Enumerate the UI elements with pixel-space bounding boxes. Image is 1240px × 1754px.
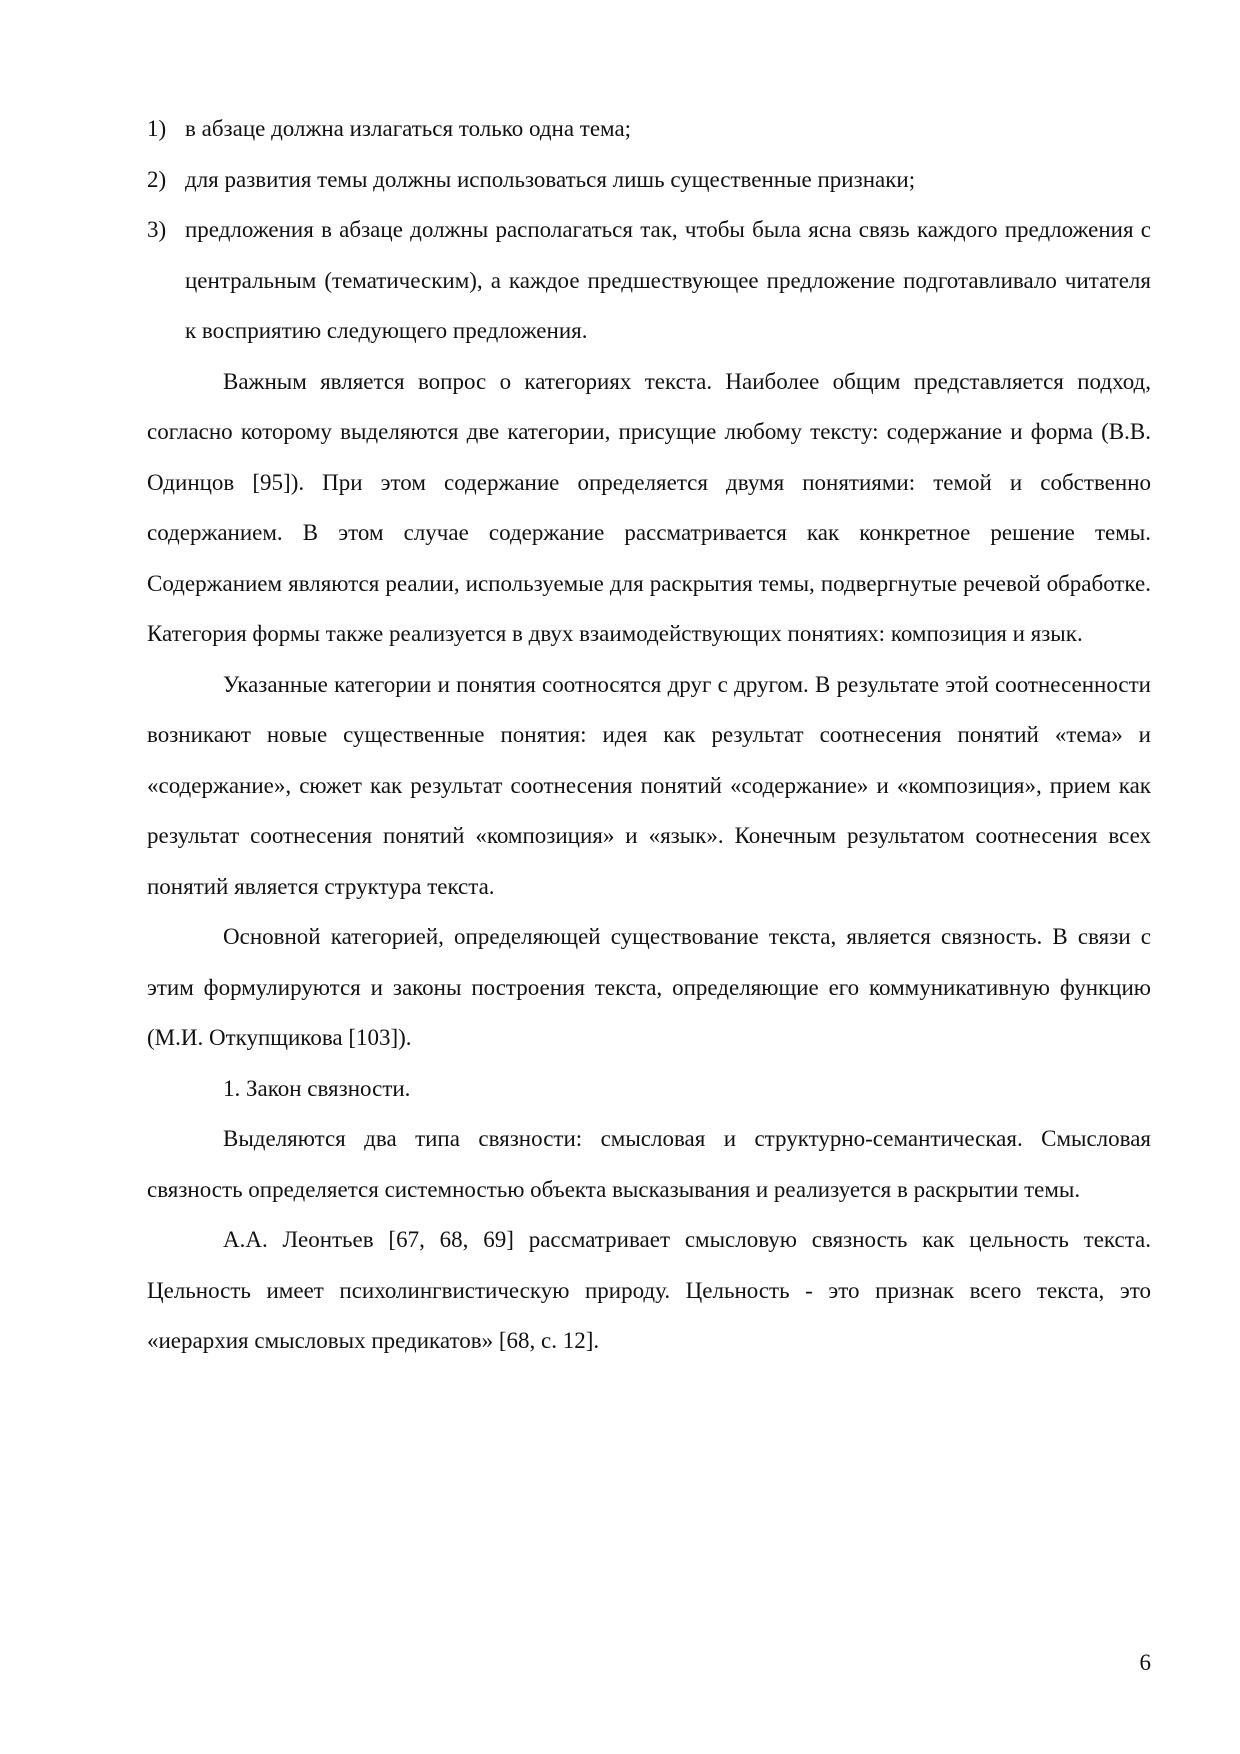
list-item-number: 2) [147,166,167,192]
paragraph-coherence-types: Выделяются два типа связности: смысловая и структурно-семантическая. Смысловая связность определяется системностью объекта высказывания и реализуется в раскрытии темы. [147,1126,1151,1202]
list-item-text: предложения в абзаце должны располагаться так, чтобы была ясна связь каждого предложения с центральным (тематическим), а каждое предшествующее предложение подготавливало читателя к восприятию следующего предложения. [185,217,1151,343]
list-item [147,104,1151,155]
list-item [147,205,1151,357]
list-item-number: 1) [147,116,167,141]
page-number: 6 [1139,1650,1151,1675]
section-heading-coherence-law: 1. Закон связности. [223,1075,411,1101]
requirements-list [147,104,1151,357]
list-item-text: в абзаце должна излагаться только одна тема; [185,116,632,141]
list-item-number: 3) [147,217,167,242]
list-item-text: для развития темы должны использоваться лишь существенные признаки; [185,166,916,192]
paragraph-leontiev: А.А. Леонтьев [67, 68, 69] рассматривает смысловую связность как цельность текста. Цельность имеет психолингвистическую природу. Цельность - это признак всего текста, это «иерархия смысловых предикатов» [68, с. 12]. [147,1227,1151,1353]
paragraph-concepts-correlation: Указанные категории и понятия соотносятся друг с другом. В результате этой соотнесенности возникают новые существенные понятия: идея как результат соотнесения понятий «тема» и «содержание», сюжет как результат соотнесения понятий «содержание» и «композиция», прием как результат соотнесения понятий «композиция» и «язык». Конечным результатом соотнесения всех понятий является структура текста. [147,671,1151,899]
list-item [147,155,1151,206]
paragraph-coherence: Основной категорией, определяющей существование текста, является связность. В связи с этим формулируются и законы построения текста, определяющие его коммуникативную функцию (М.И. Откупщикова [103]). [147,924,1151,1050]
paragraph-text-categories: Важным является вопрос о категориях текста. Наиболее общим представляется подход, согласно которому выделяются две категории, присущие любому тексту: содержание и форма (В.В. Одинцов [95]). При этом содержание определяется двумя понятиями: темой и собственно содержанием. В этом случае содержание рассматривается как конкретное решение темы. Содержанием являются реалии, используемые для раскрытия темы, подвергнутые речевой обработке. Категория формы также реализуется в двух взаимодействующих понятиях: композиция и язык. [147,368,1151,646]
document-page [147,104,1151,1367]
